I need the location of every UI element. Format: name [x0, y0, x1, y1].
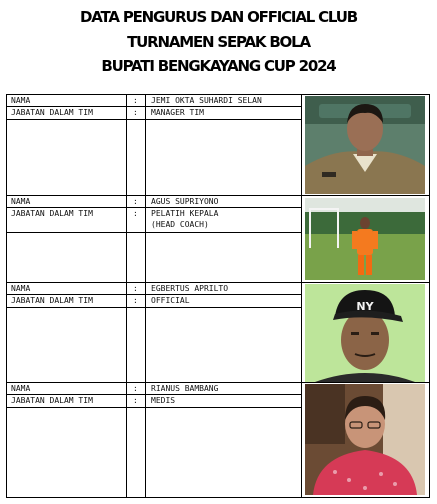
member-photo: [305, 384, 425, 495]
roster-table: [6, 94, 430, 498]
name-label: NAMA: [11, 197, 31, 206]
role-label: JABATAN DALAM TIM: [11, 296, 93, 305]
separator: :: [133, 384, 138, 393]
member-name: RIANUS BAMBANG: [151, 384, 219, 393]
name-label: NAMA: [11, 384, 31, 393]
title-line-3: BUPATI BENGKAYANG CUP 2024: [101, 57, 336, 75]
member-role: PELATIH KEPALA: [151, 209, 219, 218]
separator: :: [133, 296, 138, 305]
separator: :: [133, 396, 138, 405]
separator: :: [133, 108, 138, 117]
member-photo: [305, 284, 425, 382]
role-label: JABATAN DALAM TIM: [11, 108, 93, 117]
separator: :: [133, 284, 138, 293]
separator: :: [133, 209, 138, 218]
member-name: JEMI OKTA SUHARDI SELAN: [151, 96, 262, 105]
member-name: AGUS SUPRIYONO: [151, 197, 219, 206]
separator: :: [133, 96, 138, 105]
title-line-1: DATA PENGURUS DAN OFFICIAL CLUB: [80, 8, 357, 26]
member-photo: [305, 198, 425, 280]
roster-entry: [7, 283, 429, 383]
member-name: EGBERTUS APRILTO: [151, 284, 229, 293]
separator: :: [133, 197, 138, 206]
roster-entry: [7, 196, 429, 283]
name-label: NAMA: [11, 96, 31, 105]
member-role: MEDIS: [151, 396, 176, 405]
role-label: JABATAN DALAM TIM: [11, 209, 93, 218]
role-label: JABATAN DALAM TIM: [11, 396, 93, 405]
svg-text:NY: NY: [356, 300, 374, 313]
roster-entry: [7, 95, 429, 196]
roster-entry: [7, 383, 429, 497]
member-role-line-2: (HEAD COACH): [151, 220, 209, 229]
member-photo: [305, 96, 425, 194]
member-role: MANAGER TIM: [151, 108, 204, 117]
name-label: NAMA: [11, 284, 31, 293]
title-line-2: TURNAMEN SEPAK BOLA: [127, 33, 310, 51]
member-role: OFFICIAL: [151, 296, 190, 305]
